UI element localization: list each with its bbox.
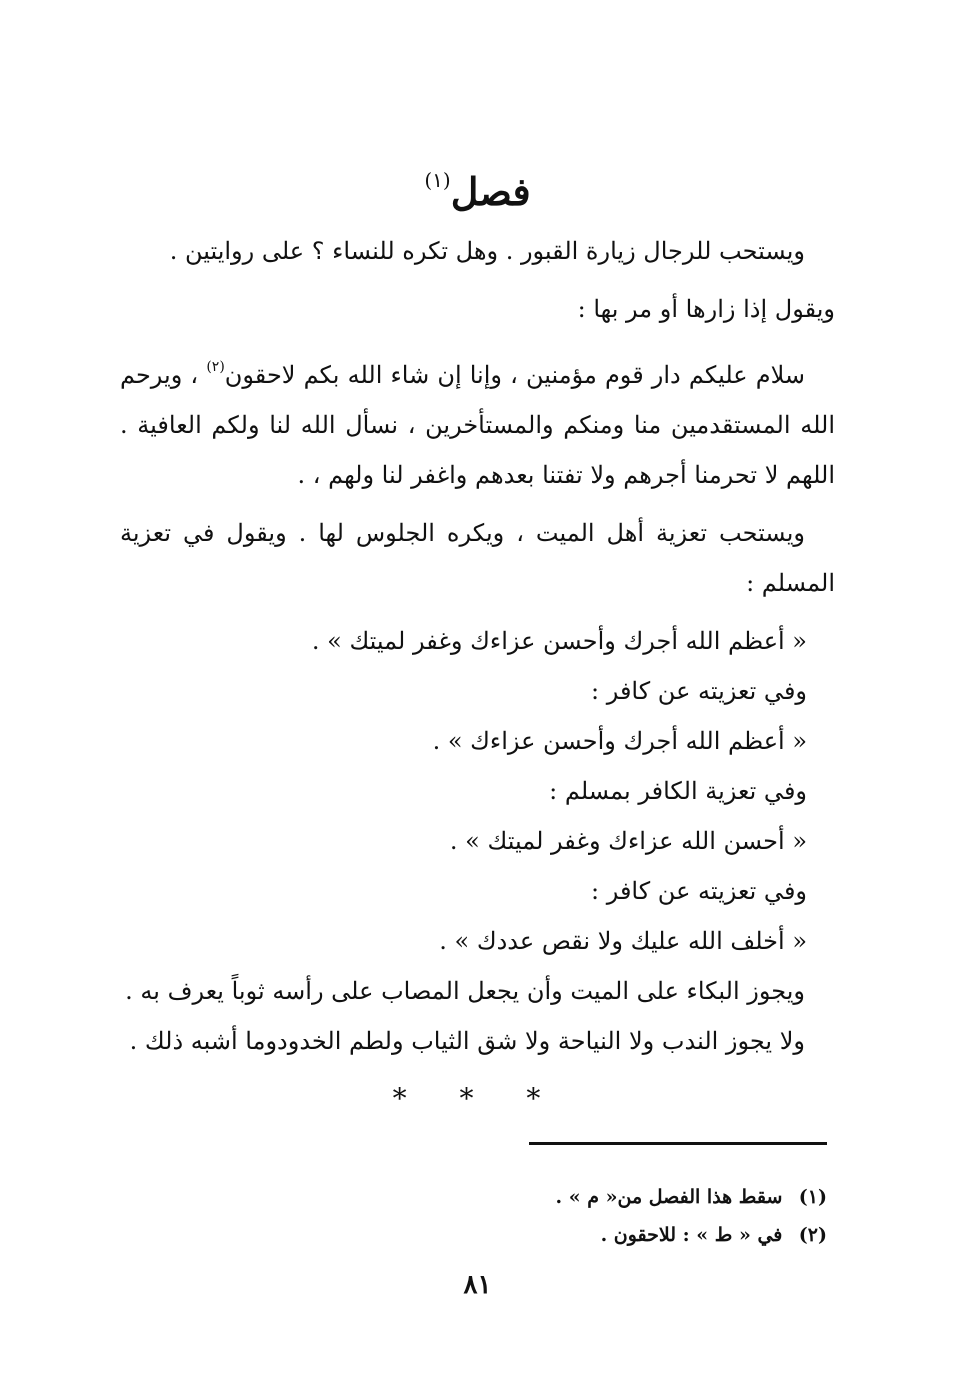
condolence-formula-2: « أعظم الله أجرك وأحسن عزاءك » .	[432, 727, 807, 755]
paragraph-visiting-graves: ويستحب للرجال زيارة القبور . وهل تكره للنساء ؟ على روايتين .	[169, 237, 805, 265]
greeting-part-1: سلام عليكم دار قوم مؤمنين ، وإنا إن شاء الله بكم لاحقون	[224, 361, 805, 389]
title-footnote-marker: (١)	[424, 168, 451, 192]
chapter-title	[0, 150, 955, 222]
footnotes	[327, 1178, 827, 1254]
paragraph-greeting-dua	[120, 342, 835, 500]
section-separator: * * *	[392, 1082, 563, 1115]
footnote-item	[327, 1178, 827, 1216]
paragraph-prohibitions: ولا يجوز الندب ولا النياحة ولا شق الثياب ولطم الخدودوما أشبه ذلك .	[129, 1027, 805, 1055]
condolence-heading-3: وفي تعزيته عن كافر :	[591, 877, 807, 905]
greeting-part-2: ، ويرحم الله المستقدمين منا ومنكم والمستأخرين ، نسأل الله لنا ولكم العافية . اللهم لا تحرمنا أجرهم ولا تفتنا بعدهم واغفر لنا ولهم ، .	[120, 361, 835, 489]
footnote-text: سقط هذا الفصل من« م » .	[555, 1186, 783, 1208]
paragraph-weeping: ويجوز البكاء على الميت وأن يجعل المصاب على رأسه ثوباً يعرف به .	[125, 977, 805, 1005]
condolence-formula-4: « أخلف الله عليك ولا نقص عددك » .	[439, 927, 807, 955]
body-text	[120, 226, 835, 1074]
condolence-formula-3: « أحسن الله عزاءك وغفر لميتك » .	[449, 827, 807, 855]
paragraph-condolence: ويستحب تعزية أهل الميت ، ويكره الجلوس لها . ويقول في تعزية المسلم :	[120, 519, 835, 597]
footnote-number: (٢)	[798, 1224, 827, 1246]
footnote-divider	[529, 1142, 827, 1145]
chapter-title-text: فصل	[450, 169, 531, 214]
footnote-text: في « ط » : للاحقون .	[600, 1224, 783, 1246]
condolence-heading-1: وفي تعزيته عن كافر :	[591, 677, 807, 705]
footnote-item	[327, 1216, 827, 1254]
footnote-marker-2: (٢)	[206, 359, 225, 375]
condolence-heading-2: وفي تعزية الكافر بمسلم :	[549, 777, 807, 805]
footnote-number: (١)	[798, 1186, 827, 1208]
page-number: ٨١	[463, 1270, 492, 1300]
condolence-formula-1: « أعظم الله أجرك وأحسن عزاءك وغفر لميتك » .	[311, 627, 807, 655]
paragraph-when-visiting: ويقول إذا زارها أو مر بها :	[577, 295, 835, 323]
